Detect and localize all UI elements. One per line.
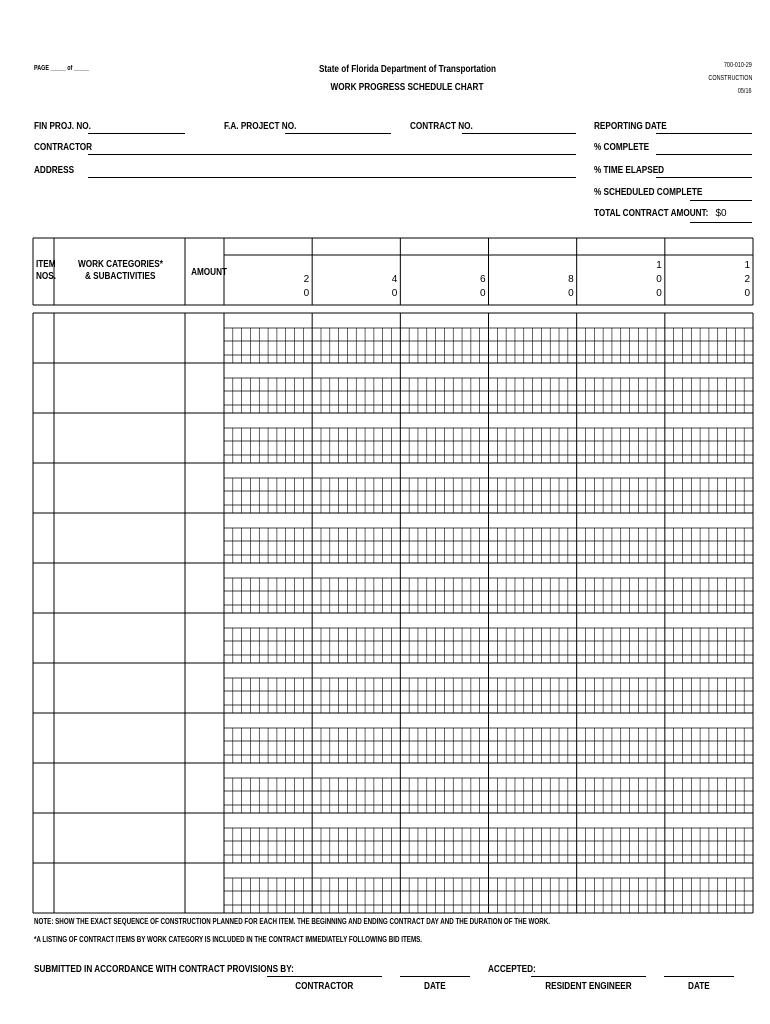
day-scale-digit: 0 [656, 274, 662, 285]
day-scale-digit: 0 [479, 288, 486, 299]
day-scale-digit: 0 [744, 288, 750, 299]
accepted-label: ACCEPTED: [488, 963, 536, 975]
engineer-date-line[interactable] [664, 976, 734, 977]
agency-name: State of Florida Department of Transportation [318, 63, 496, 75]
engineer-date-label: DATE [688, 980, 710, 992]
form-title: WORK PROGRESS SCHEDULE CHART [330, 81, 484, 93]
fa-project-no-label: F.A. PROJECT NO. [224, 120, 297, 132]
percent-complete-label: % COMPLETE [594, 141, 650, 153]
total-contract-amount-label: TOTAL CONTRACT AMOUNT: [594, 207, 709, 219]
contractor-signature-line[interactable] [267, 976, 382, 977]
form-number: 700-010-29 [724, 62, 752, 69]
col-header-item: ITEM NOS. [36, 258, 57, 283]
form-revision: 05/16 [738, 88, 752, 95]
day-scale-digit: 0 [656, 288, 662, 299]
day-scale-digit: 0 [391, 288, 398, 299]
resident-engineer-label: RESIDENT ENGINEER [545, 980, 632, 992]
form-division: CONSTRUCTION [708, 75, 752, 82]
day-scale-digit: 6 [479, 274, 486, 285]
contractor-date-label: DATE [424, 980, 446, 992]
note-listing: *A LISTING OF CONTRACT ITEMS BY WORK CATEGORY IS INCLUDED IN THE CONTRACT IMMEDIATELY FOLLOWING BID ITEMS. [34, 935, 423, 944]
day-scale-digit: 2 [744, 274, 750, 285]
fin-proj-no-label: FIN PROJ. NO. [34, 120, 91, 132]
reporting-date-label: REPORTING DATE [594, 120, 667, 132]
page-number-label: PAGE _____ of _____ [34, 65, 90, 72]
day-scale-digit: 0 [303, 288, 310, 299]
day-scale-digit: 8 [568, 274, 574, 285]
col-header-work-categories: WORK CATEGORIES* & SUBACTIVITIES [77, 258, 163, 283]
day-scale-digit: 1 [744, 260, 750, 271]
day-scale-digit: 4 [391, 274, 398, 285]
engineer-signature-line[interactable] [531, 976, 646, 977]
contractor-date-line[interactable] [400, 976, 470, 977]
percent-scheduled-complete-label: % SCHEDULED COMPLETE [594, 186, 703, 198]
contract-no-label: CONTRACT NO. [410, 120, 473, 132]
address-label: ADDRESS [34, 164, 75, 176]
day-scale-digit: 2 [303, 274, 310, 285]
col-header-amount: AMOUNT [191, 266, 228, 278]
total-contract-amount-value: $0 [715, 208, 727, 219]
day-scale-digit: 1 [656, 260, 662, 271]
percent-time-elapsed-label: % TIME ELAPSED [594, 164, 665, 176]
contractor-label: CONTRACTOR [34, 141, 93, 153]
submitted-label: SUBMITTED IN ACCORDANCE WITH CONTRACT PROVISIONS BY: [34, 963, 294, 975]
day-scale-digit: 0 [568, 288, 574, 299]
note-sequence: NOTE: SHOW THE EXACT SEQUENCE OF CONSTRUCTION PLANNED FOR EACH ITEM. THE BEGINNING AND ENDING CONTRACT DAY AND THE DURATION OF THE WORK. [34, 917, 550, 926]
contractor-signature-label: CONTRACTOR [295, 980, 354, 992]
